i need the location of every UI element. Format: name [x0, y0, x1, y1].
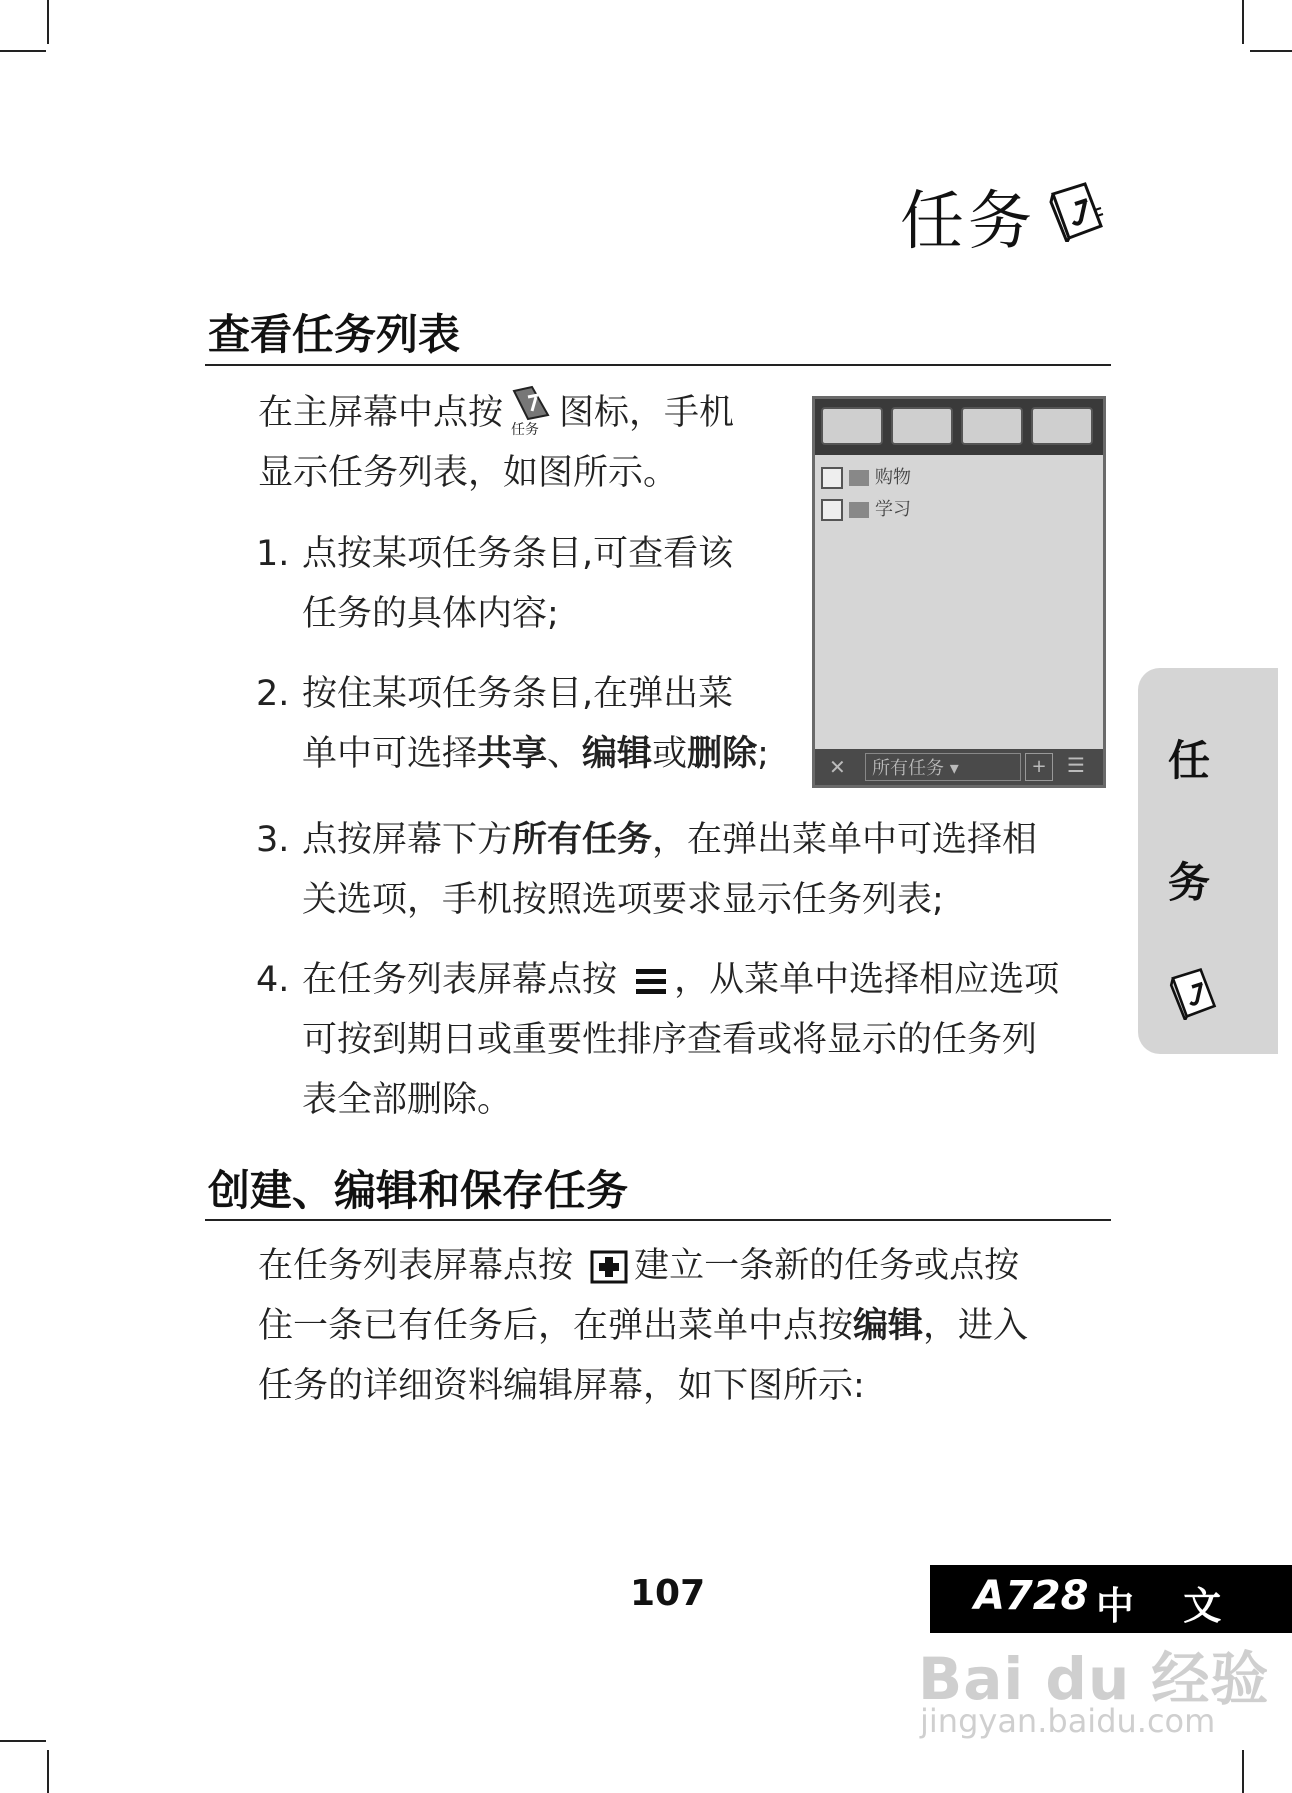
- list-text: 任务的具体内容;: [302, 594, 559, 634]
- intro-text-after: 图标，手机: [559, 393, 735, 433]
- task-icon: [849, 502, 869, 518]
- footer-brand-box: [930, 1565, 1292, 1633]
- phone-task-row: [821, 495, 911, 523]
- intro-text-before: 在主屏幕中点按: [258, 393, 504, 433]
- list-item-1: [256, 524, 796, 644]
- chapter-title: 任务: [900, 185, 1036, 259]
- task-app-icon-caption: 任务: [511, 422, 540, 438]
- page-number: 107: [630, 1573, 706, 1614]
- list-item-2: [256, 664, 796, 784]
- task-filter-dropdown: 所有任务 ▾: [865, 753, 1021, 781]
- section-heading-view-list: 查看任务列表: [208, 310, 461, 359]
- task-app-icon: [507, 385, 555, 443]
- section-divider: [205, 364, 1111, 366]
- intro-text-line2: 显示任务列表，如图所示。: [258, 453, 679, 493]
- punctuation: ;: [757, 734, 769, 774]
- model-name: A728: [974, 1573, 1089, 1619]
- phone-tab-icon: [1031, 407, 1093, 445]
- intro-paragraph: [258, 383, 798, 503]
- watermark-url: jingyan.baidu.com: [920, 1702, 1216, 1740]
- paragraph-text: ，进入: [923, 1306, 1029, 1346]
- task-icon: [849, 470, 869, 486]
- keyword-share: 共享: [477, 734, 548, 774]
- phone-task-row: [821, 463, 911, 491]
- list-text: 在任务列表屏幕点按: [302, 960, 618, 1000]
- list-text: 点按某项任务条目,可查看该: [302, 534, 734, 574]
- list-text: 关选项，手机按照选项要求显示任务列表;: [302, 880, 944, 920]
- section-heading-create-edit: 创建、编辑和保存任务: [208, 1166, 629, 1215]
- list-number: 2.: [256, 674, 290, 714]
- separator: 或: [652, 734, 688, 774]
- list-item-4: [256, 950, 1116, 1130]
- paragraph-text: 任务的详细资料编辑屏幕，如下图所示:: [258, 1366, 865, 1406]
- crop-mark: [0, 1740, 46, 1742]
- phone-bottom-bar: [815, 749, 1103, 785]
- crop-mark: [1242, 0, 1244, 44]
- list-text: ，从菜单中选择相应选项: [674, 960, 1060, 1000]
- language-label: 中 文: [1096, 1584, 1240, 1628]
- crop-mark: [0, 50, 46, 52]
- side-tab-char: 任: [1168, 736, 1211, 785]
- task-name: 学习: [875, 499, 911, 520]
- task-book-icon: [1045, 180, 1105, 242]
- phone-screenshot-task-list: [812, 396, 1106, 788]
- phone-toolbar: [815, 399, 1103, 455]
- list-item-3: [256, 810, 1116, 930]
- keyword-all-tasks: 所有任务: [512, 820, 653, 860]
- section-divider: [205, 1219, 1111, 1221]
- side-tab-char: 务: [1168, 858, 1211, 907]
- chapter-side-tab: [1138, 668, 1278, 1054]
- paragraph-text: 在任务列表屏幕点按: [258, 1246, 574, 1286]
- list-number: 3.: [256, 820, 290, 860]
- keyword-edit: 编辑: [853, 1306, 924, 1346]
- add-icon: +: [1025, 753, 1053, 781]
- task-book-icon: [1166, 966, 1218, 1020]
- list-text: ，在弹出菜单中可选择相: [652, 820, 1038, 860]
- add-icon: [590, 1250, 628, 1284]
- list-number: 4.: [256, 960, 290, 1000]
- list-text: 可按到期日或重要性排序查看或将显示的任务列: [302, 1020, 1038, 1060]
- checkbox-icon: [821, 499, 843, 521]
- crop-mark: [1242, 1750, 1244, 1793]
- list-text: 表全部删除。: [302, 1080, 513, 1120]
- create-edit-paragraph: [258, 1236, 1128, 1416]
- separator: 、: [547, 734, 583, 774]
- baidu-jingyan-watermark-logo: Bai du 经验: [918, 1645, 1270, 1713]
- menu-icon: [634, 966, 668, 996]
- checkbox-icon: [821, 467, 843, 489]
- messages-tab-icon: [961, 407, 1023, 445]
- paragraph-text: 建立一条新的任务或点按: [634, 1246, 1020, 1286]
- keyword-edit: 编辑: [582, 734, 653, 774]
- list-number: 1.: [256, 534, 290, 574]
- crop-mark: [1250, 50, 1292, 52]
- task-filter-label: 所有任务: [872, 758, 944, 779]
- task-name: 购物: [875, 467, 911, 488]
- keyword-delete: 删除: [687, 734, 758, 774]
- crop-mark: [47, 0, 49, 44]
- list-text: 点按屏幕下方: [302, 820, 513, 860]
- contacts-tab-icon: [891, 407, 953, 445]
- menu-icon: ☰: [1067, 753, 1085, 777]
- crop-mark: [47, 1750, 49, 1793]
- paragraph-text: 住一条已有任务后，在弹出菜单中点按: [258, 1306, 854, 1346]
- calendar-tab-icon: [821, 407, 883, 445]
- list-text: 单中可选择: [302, 734, 478, 774]
- list-text: 按住某项任务条目,在弹出菜: [302, 674, 734, 714]
- close-icon: ✕: [829, 755, 846, 779]
